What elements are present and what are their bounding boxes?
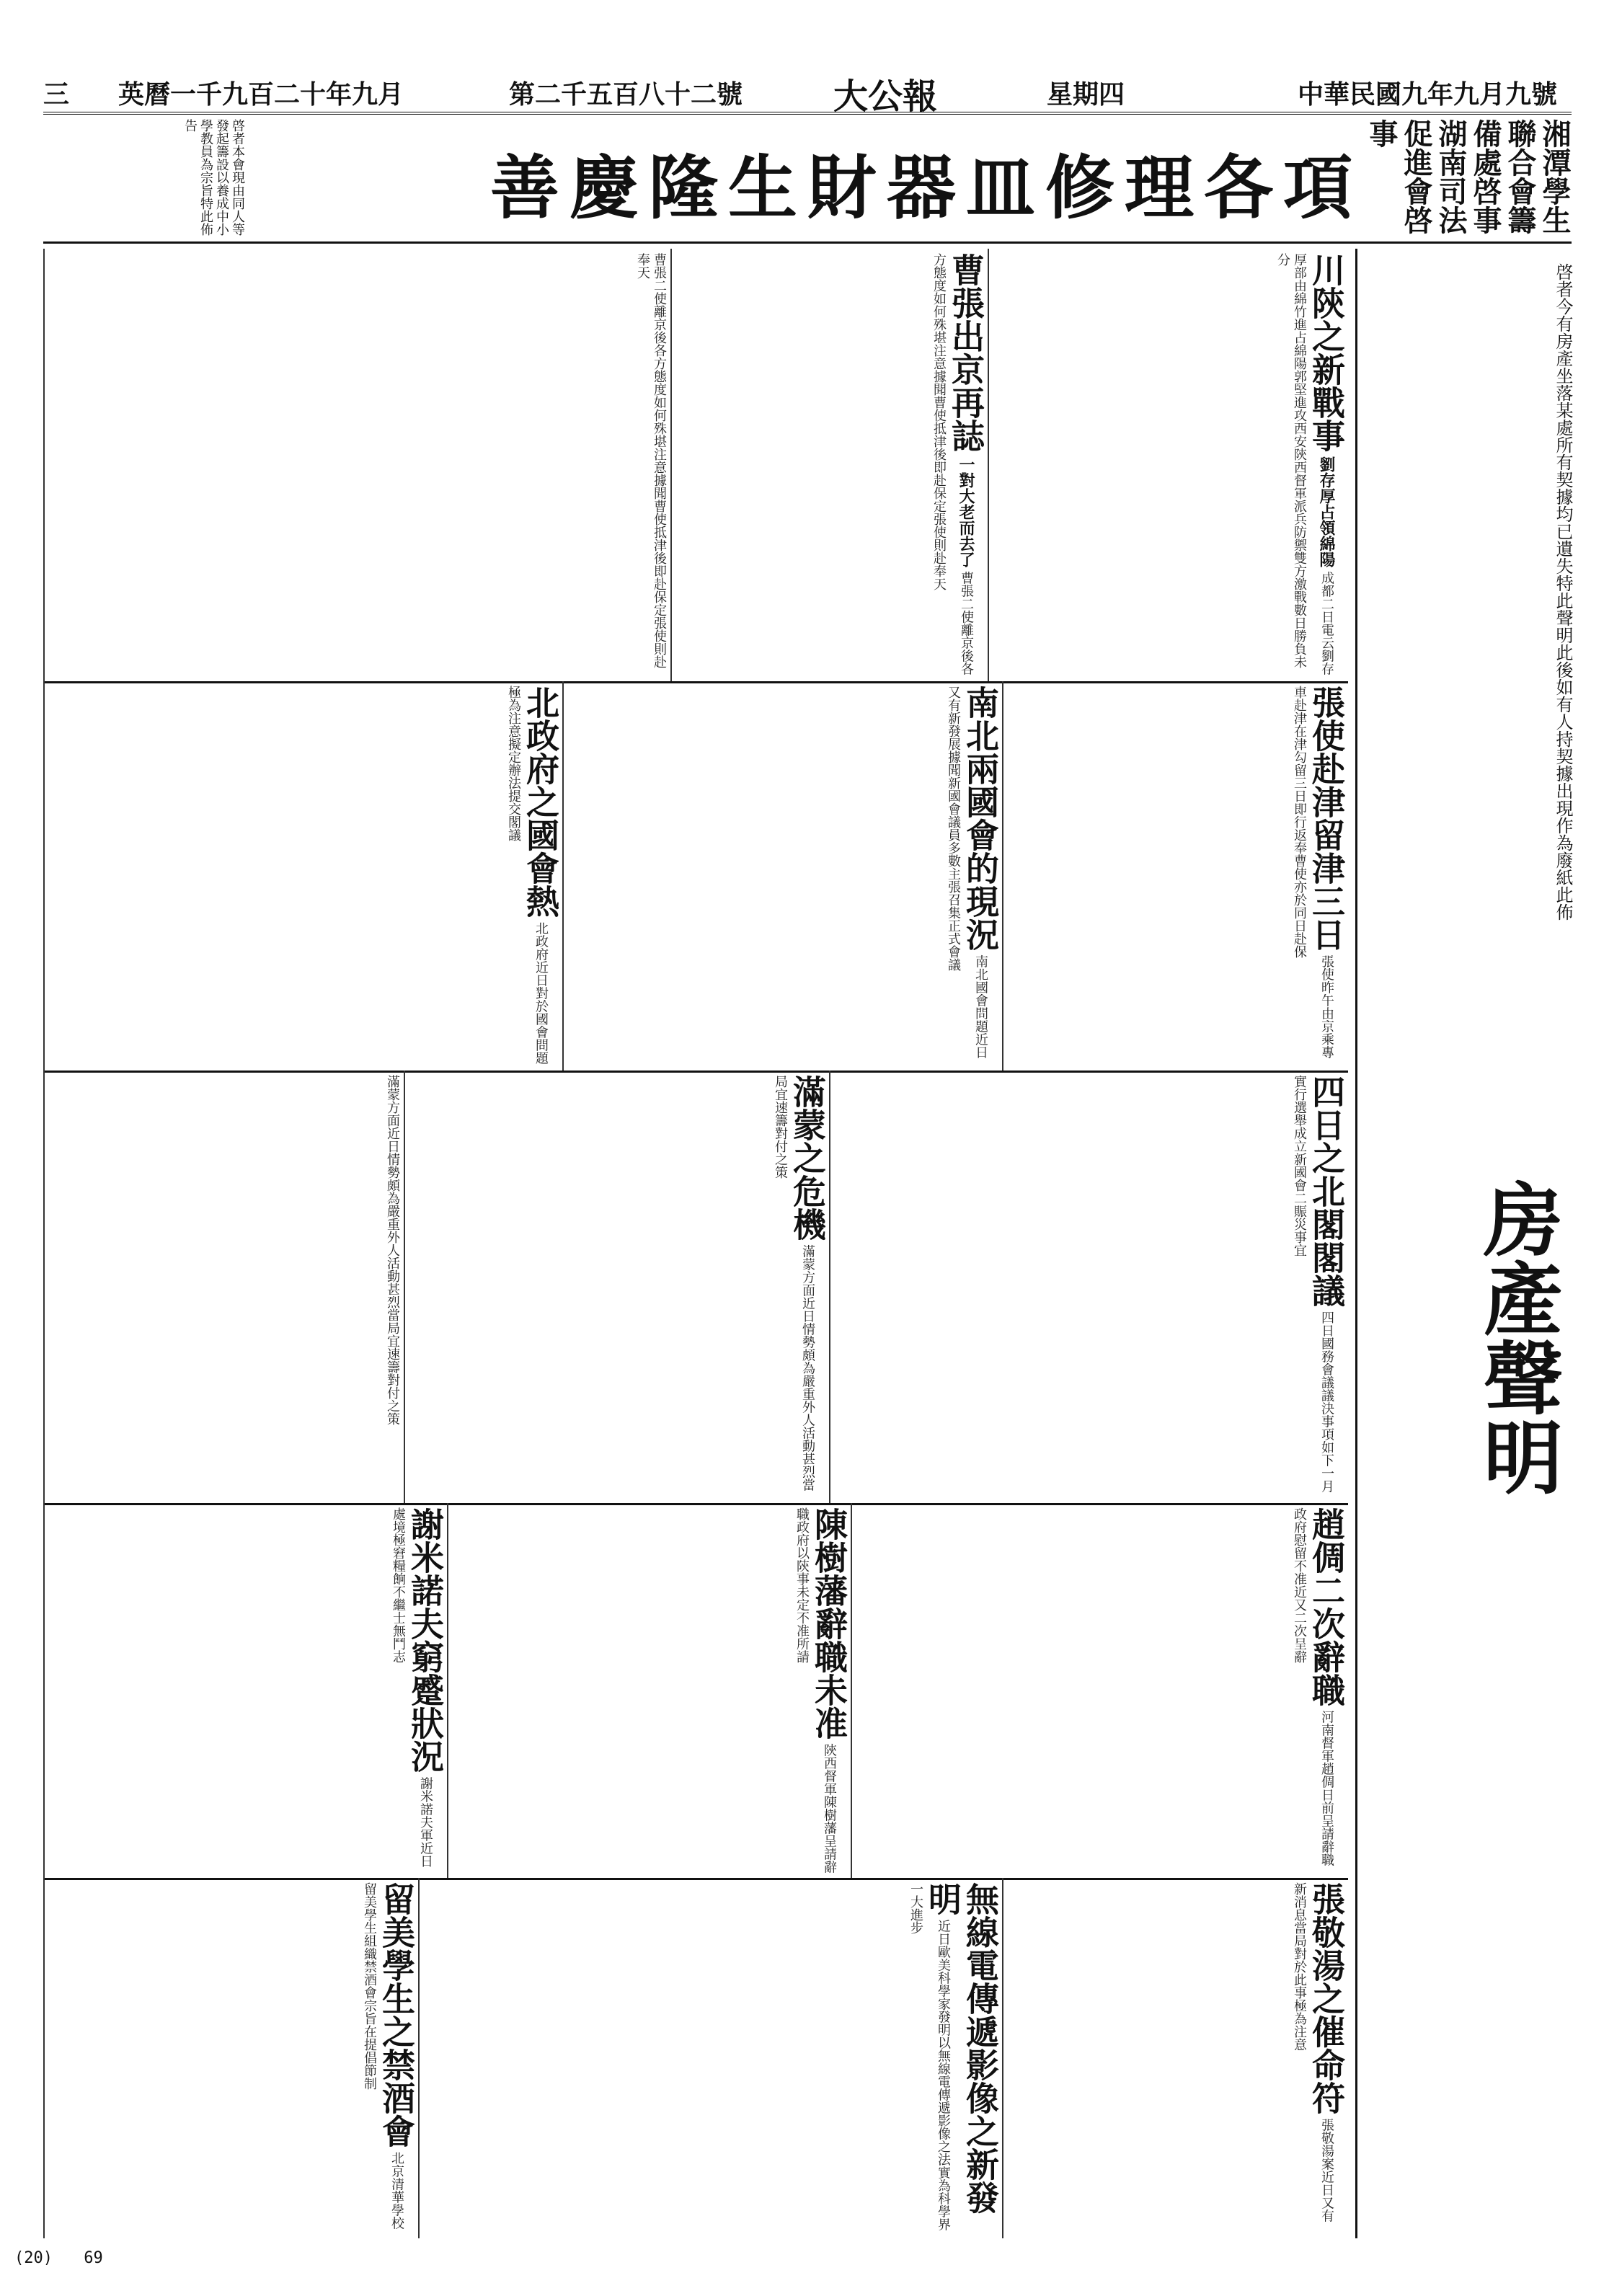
banner-left-notice: 啓者本會現由同人等發起籌設以養成中小學教員為宗旨特此佈告 <box>182 119 245 236</box>
footer-right-number: 69 <box>84 2249 103 2267</box>
article <box>670 249 988 681</box>
banner-right-notice: 湘潭學生聯合會籌備處啓事 湖南司法促進會啓事 <box>1365 119 1572 234</box>
article-subtitle: 劉存厚占領綿陽 <box>1317 456 1336 567</box>
article <box>562 681 1002 1071</box>
page-footer <box>14 2249 125 2267</box>
article-title: 留美學生之禁酒會 <box>377 1882 416 2147</box>
article <box>829 1071 1348 1503</box>
article <box>988 249 1348 681</box>
article-title: 南北兩國會的現況 <box>961 686 1000 951</box>
article-title: 滿蒙之危機 <box>788 1075 827 1241</box>
newspaper-title: 大公報 <box>833 76 937 117</box>
article-body: 陝西督軍陳樹藩呈請辭職政府以陝事未定不准所請 <box>794 1507 837 1874</box>
news-grid <box>43 249 1348 2238</box>
article-subtitle: 一對大老而去了 <box>957 456 975 567</box>
article <box>1002 1878 1348 2238</box>
article-title: 趙倜二次辭職 <box>1307 1507 1346 1706</box>
article-body: 滿蒙方面近日情勢頗為嚴重外人活動甚烈當局宜速籌對付之策 <box>773 1075 815 1491</box>
article <box>43 249 670 681</box>
right-ad-title: 房產聲明 <box>1471 1179 1564 1496</box>
article <box>1002 681 1348 1071</box>
article <box>851 1503 1348 1878</box>
article-body: 曹張二使離京後各方態度如何殊堪注意據聞曹使抵津後即赴保定張使則赴奉天 <box>635 253 667 668</box>
article-body: 張敬湯案近日又有新消息當局對於此事極為注意 <box>1292 1882 1334 2222</box>
tier-2 <box>43 681 1348 1073</box>
article-title: 謝米諾夫窮蹙狀況 <box>406 1507 445 1773</box>
article-body: 四日國務會議議決事項如下一月實行選舉成立新國會二賑災事宜 <box>1292 1075 1334 1493</box>
issue-number: 第二千五百八十二號 <box>508 79 743 110</box>
article-body: 北政府近日對於國會問題極為注意擬定辦法提交閣議 <box>506 686 549 1065</box>
article-title: 四日之北閣閣議 <box>1307 1075 1346 1307</box>
article-body: 曹張二使離京後各方態度如何殊堪注意據聞曹使抵津後即赴保定張使則赴奉天 <box>931 253 974 675</box>
article <box>43 1503 447 1878</box>
article-body: 張使昨午由京乘專車赴津在津勾留三日即行返奉曹使亦於同日赴保 <box>1292 686 1334 1059</box>
tier-5 <box>43 1878 1348 2238</box>
article-body: 成都二日電云劉存厚部由綿竹進占綿陽郭堅進攻西安陝西督軍派兵防禦雙方激戰數日勝負未分 <box>1275 253 1334 675</box>
article-body: 南北國會問題近日又有新發展據聞新國會議員多數主張召集正式會議 <box>946 686 988 1059</box>
western-date: 英曆一千九百二十年九月 <box>118 79 404 110</box>
article <box>43 1878 418 2238</box>
tier-4 <box>43 1503 1348 1880</box>
article-body: 近日歐美科學家發明以無線電傳遞影像之法實為科學界一大進步 <box>908 1882 951 2231</box>
article <box>447 1503 851 1878</box>
article-title: 川陝之新戰事 <box>1307 253 1346 452</box>
article <box>404 1071 829 1503</box>
tier-1 <box>43 249 1348 683</box>
article-title: 曹張出京再誌 <box>947 253 985 452</box>
footer-left-number: (20) <box>14 2249 53 2267</box>
banner-ads <box>43 119 1572 244</box>
article-title: 陳樹藩辭職未准 <box>810 1507 848 1739</box>
article-body: 滿蒙方面近日情勢頗為嚴重外人活動甚烈當局宜速籌對付之策 <box>385 1075 400 1425</box>
tier-3 <box>43 1071 1348 1505</box>
article-title: 北政府之國會熱 <box>521 686 560 918</box>
article-body: 北京清華學校留美學生組織禁酒會宗旨在提倡節制 <box>362 1882 404 2230</box>
article-title: 無線電傳遞影像之新發明 <box>923 1882 1000 2214</box>
article <box>418 1878 1002 2238</box>
masthead-weekday: 星期四 <box>1046 79 1125 110</box>
masthead-date: 中華民國九年九月九號 <box>1297 79 1557 110</box>
article <box>43 681 562 1071</box>
right-ad <box>1355 249 1574 2238</box>
article-body: 謝米諾夫軍近日處境極窘糧餉不繼士無鬥志 <box>391 1507 433 1868</box>
masthead <box>43 68 1572 115</box>
article-body: 河南督軍趙倜日前呈請辭職政府慰留不准近又二次呈辭 <box>1292 1507 1334 1866</box>
banner-slogan: 善慶隆生財器皿修理各項 <box>490 147 1362 229</box>
article-title: 張敬湯之催命符 <box>1307 1882 1346 2114</box>
right-ad-body: 啓者今有房產坐落某處所有契據均已遺失特此聲明此後如有人持契據出現作為廢紙此佈 <box>1553 263 1573 921</box>
article-title: 張使赴津留津三日 <box>1307 686 1346 951</box>
page-number: 三 <box>43 79 70 110</box>
article <box>43 1071 404 1503</box>
